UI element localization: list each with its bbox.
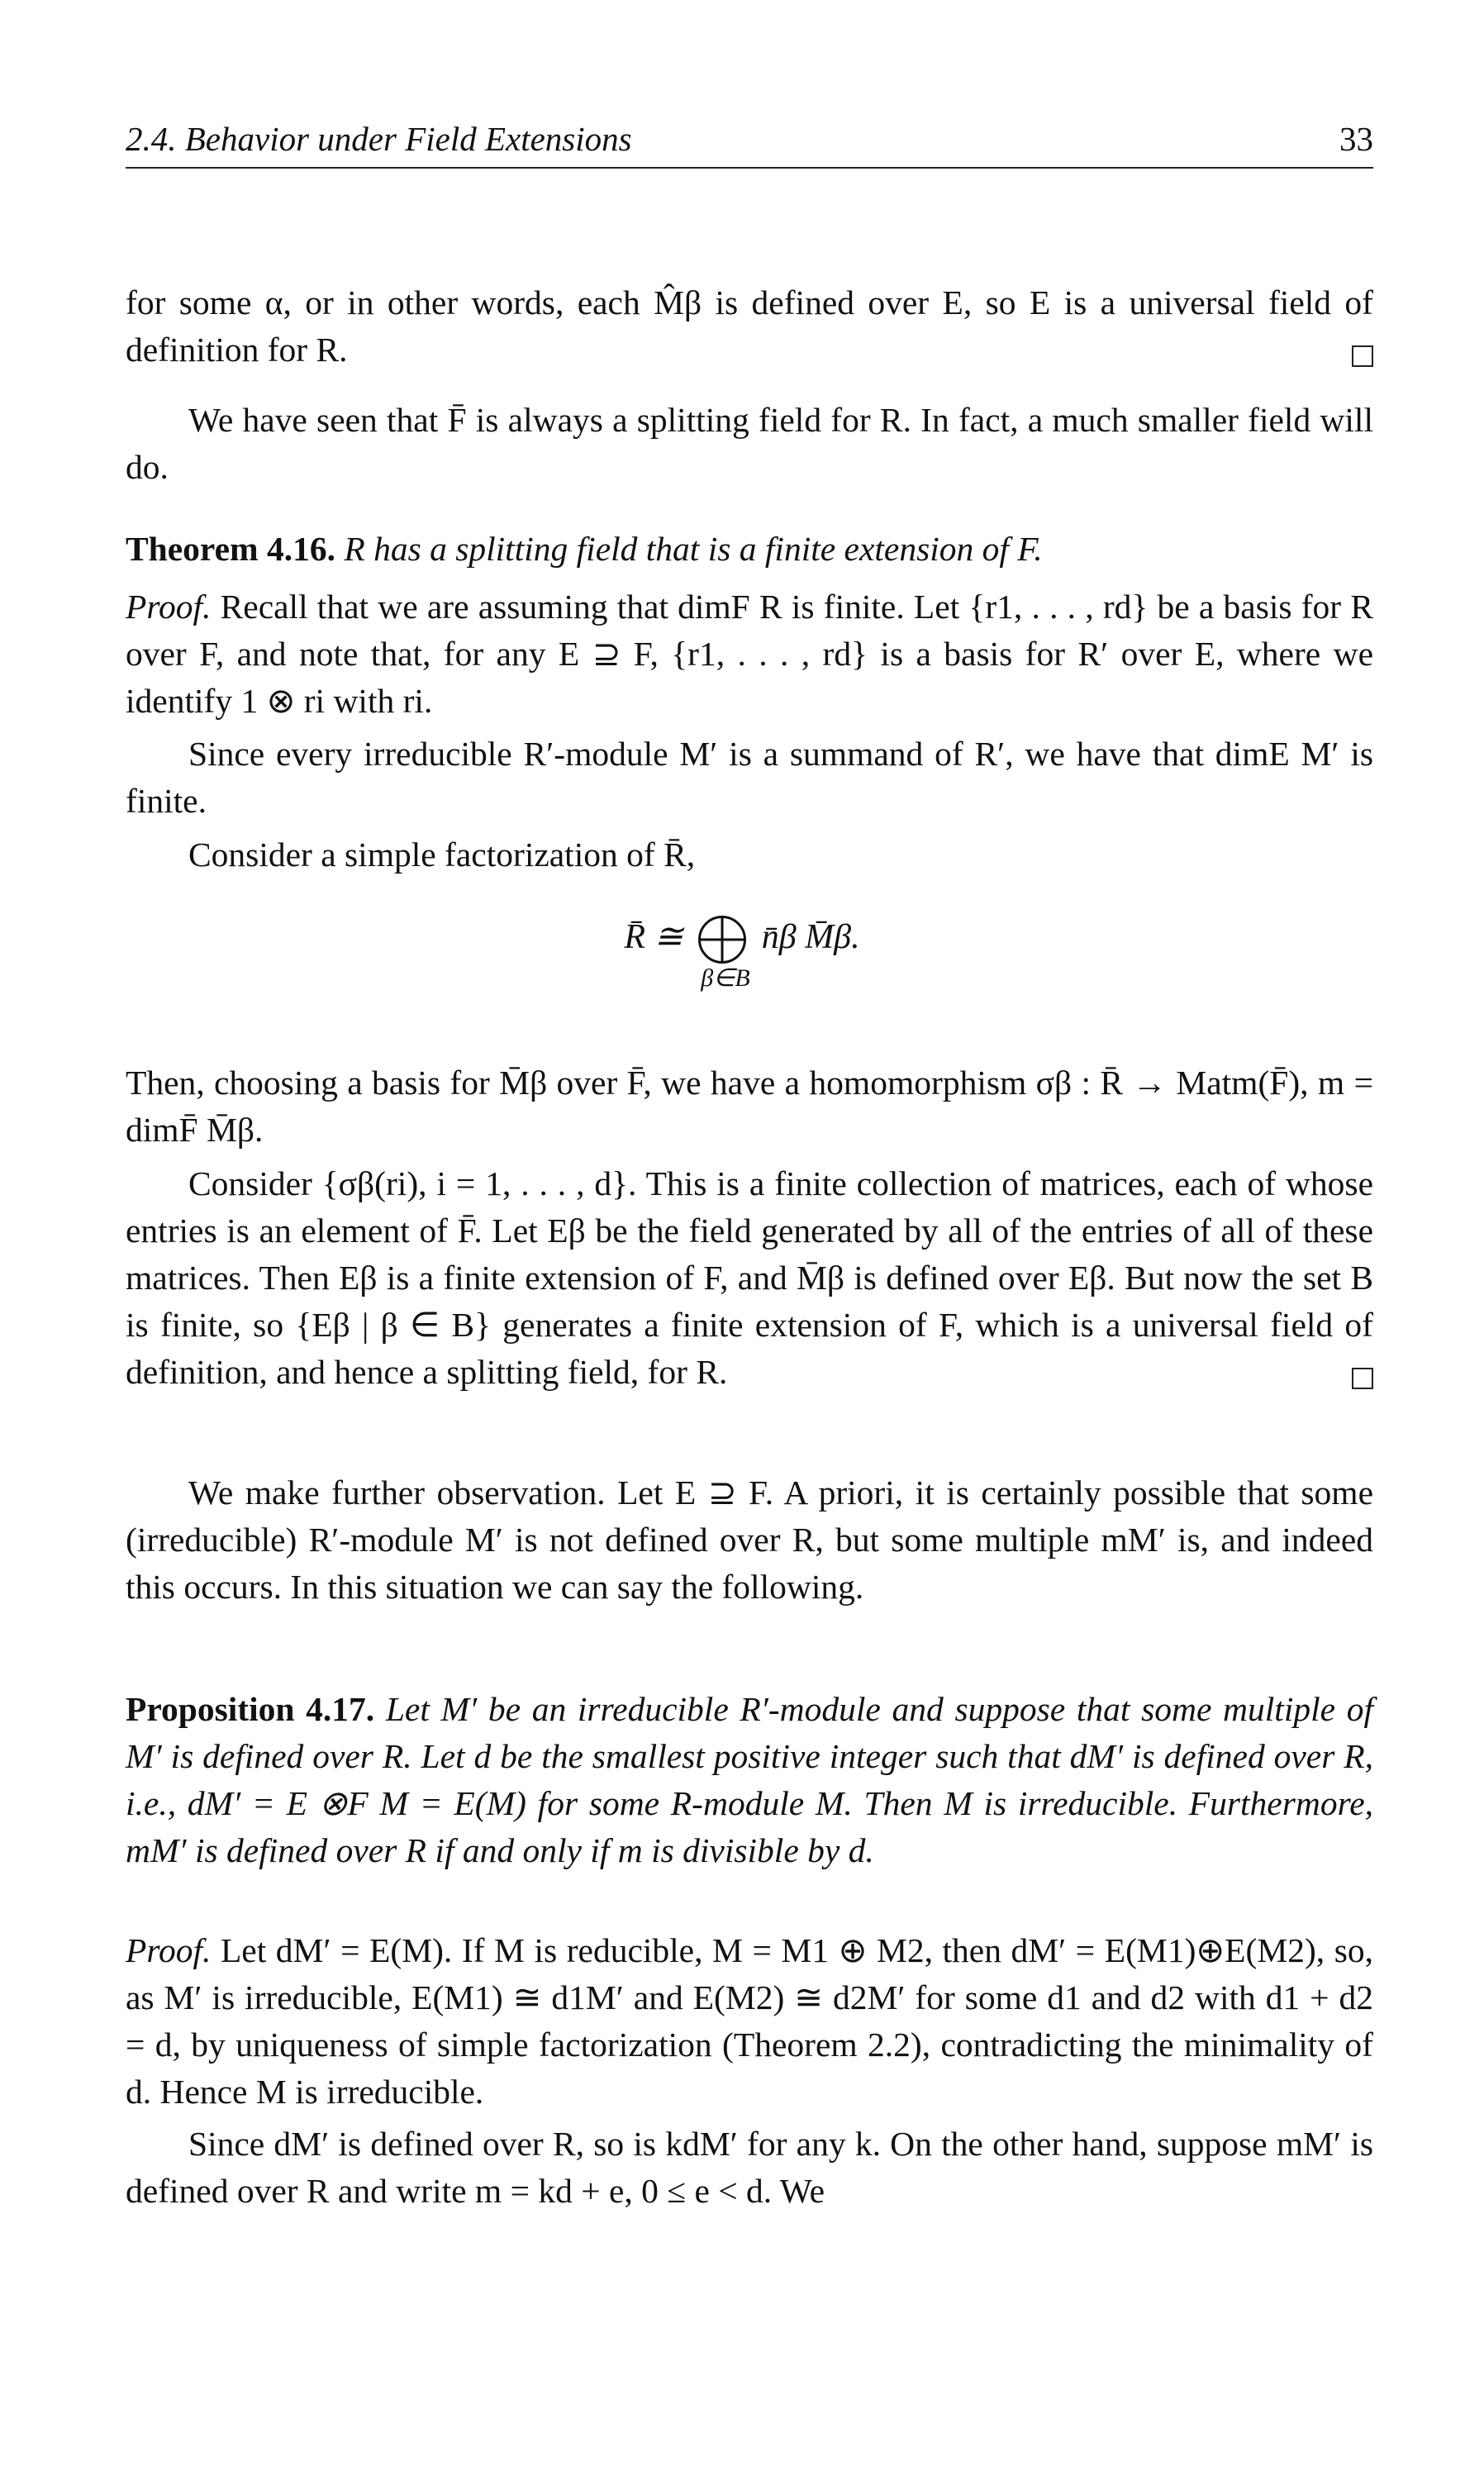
- paragraph-text: Then, choosing a basis for M̄β over F̄, we have a homomorphism σβ : R̄ → Matm(F̄), m = dimF̄ M̄β.: [126, 1064, 1373, 1149]
- page-number: 33: [1339, 120, 1373, 158]
- paragraph-text: Since dM′ is defined over R, so is kdM′ for any k. On the other hand, suppose mM′ is defined over R and write m = kd + e, 0 ≤ e < d. We: [126, 2125, 1373, 2210]
- paragraph-summand: [126, 731, 1373, 825]
- header-title: 2.4. Behavior under Field Extensions: [126, 120, 632, 158]
- paragraph-factorization: [126, 831, 1373, 878]
- proposition-4-17: [126, 1686, 1373, 1874]
- proof-proposition-4-17: [126, 1927, 1373, 2116]
- equation-lhs: R̄ ≅: [624, 918, 683, 956]
- paragraph-closing-proof: [126, 279, 1373, 374]
- paragraph-text: Since every irreducible R′-module M′ is a summand of R′, we have that dimE M′ is finite.: [126, 735, 1373, 820]
- direct-sum-icon: [698, 916, 746, 964]
- paragraph-text: Consider a simple factorization of R̄,: [188, 835, 696, 874]
- paragraph-matrices: [126, 1160, 1373, 1396]
- paragraph-splitting: [126, 397, 1373, 491]
- paragraph-text: for some α, or in other words, each M̂β is defined over E, so E is a universal field of definition for R.: [126, 283, 1373, 369]
- theorem-statement: R has a splitting field that is a finite extension of F.: [344, 530, 1043, 568]
- running-header: [126, 116, 1373, 169]
- display-equation: [0, 916, 1484, 993]
- proof-text: Recall that we are assuming that dimF R is finite. Let {r1, . . . , rd} be a basis for R over F, and note that, for any E ⊇ F, {r1, . . . , rd} is a basis for R′ over E, where we identify 1 ⊗ ri with ri.: [126, 588, 1374, 720]
- paragraph-text: Consider {σβ(ri), i = 1, . . . , d}. This is a finite collection of matrices, each of whose entries is an element of F̄. Let Eβ be the field generated by all of the entries of all of these matrices. Then Eβ is a finite extension of F, and M̄β is defined over Eβ. But now the set B is finite, so {Eβ | β ∈ B} generates a finite extension of F, which is a universal field of definition, and hence a splitting field, for R.: [126, 1164, 1373, 1391]
- proof-theorem-4-16: [126, 583, 1373, 725]
- qed-box: [1352, 345, 1373, 367]
- paragraph-homomorphism: [126, 1059, 1373, 1154]
- paragraph-text: We make further observation. Let E ⊇ F. A priori, it is certainly possible that some (irreducible) R′-module M′ is not defined over R, but some multiple mM′ is, and indeed this occurs. In this situation we can say the following.: [126, 1473, 1373, 1606]
- proposition-statement: Let M′ be an irreducible R′-module and suppose that some multiple of M′ is defined over R. Let d be the smallest positive integer such that dM′ is defined over R, i.e., dM′ = E ⊗F M = E(M) for some R-module M. Then M is irreducible. Furthermore, mM′ is defined over R if and only if m is divisible by d.: [126, 1690, 1374, 1869]
- proof-label: Proof.: [126, 1931, 212, 1969]
- proof-label: Proof.: [126, 588, 212, 626]
- theorem-label: Theorem 4.16.: [126, 530, 335, 568]
- equation-rhs: n̄β M̄β.: [761, 918, 860, 956]
- proposition-label: Proposition 4.17.: [126, 1690, 375, 1728]
- paragraph-observation: [126, 1469, 1373, 1611]
- paragraph-text: We have seen that F̄ is always a splitting field for R. In fact, a much smaller field will do.: [126, 401, 1373, 486]
- qed-box: [1352, 1368, 1373, 1389]
- paragraph-kd: [126, 2121, 1373, 2215]
- theorem-4-16: [126, 526, 1373, 573]
- equation-subscript: β∈B: [701, 964, 750, 993]
- proof-text: Let dM′ = E(M). If M is reducible, M = M1 ⊕ M2, then dM′ = E(M1)⊕E(M2), so, as M′ is irreducible, E(M1) ≅ d1M′ and E(M2) ≅ d2M′ for some d1 and d2 with d1 + d2 = d, by uniqueness of simple factorization (Theorem 2.2), contradicting the minimality of d. Hence M is irreducible.: [126, 1931, 1374, 2111]
